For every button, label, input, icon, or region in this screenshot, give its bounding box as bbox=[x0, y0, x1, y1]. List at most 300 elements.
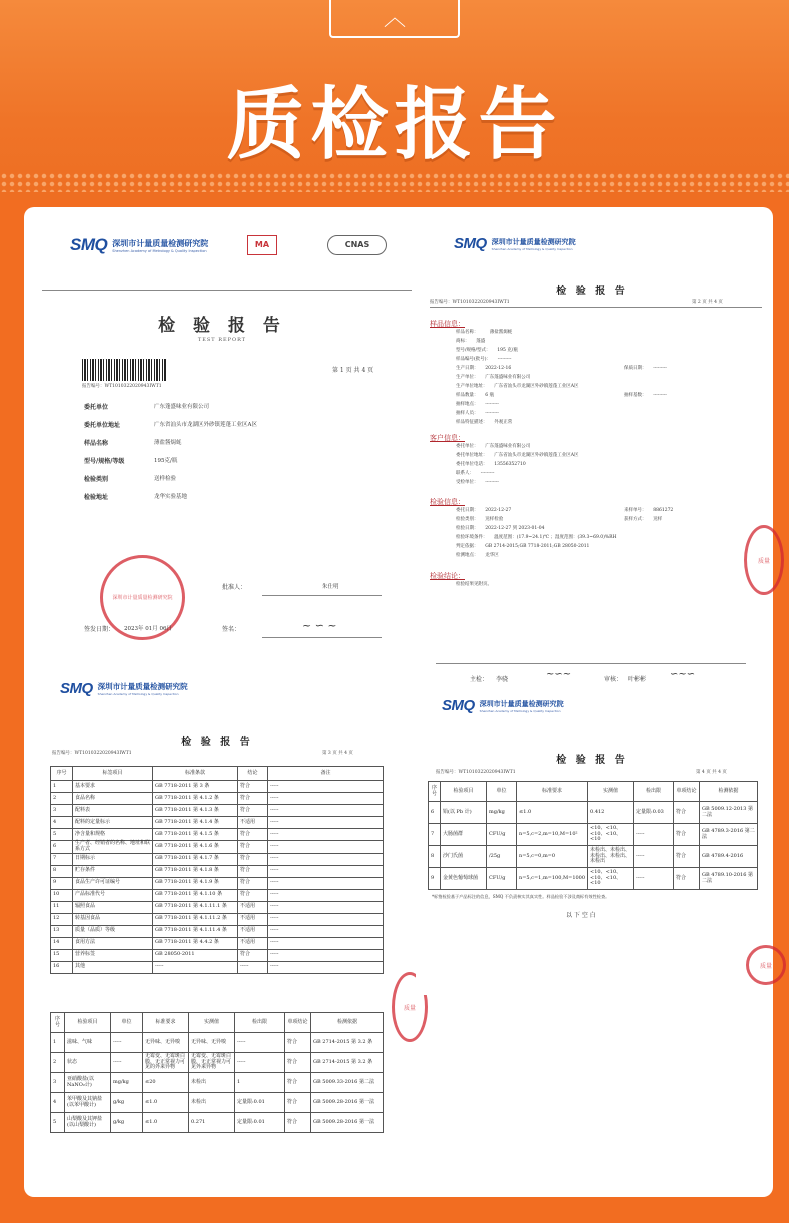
col-header: 备注 bbox=[268, 767, 384, 781]
table-cell: 质量（品质）等级 bbox=[73, 925, 153, 937]
table-cell: 山梨酸及其钾盐(以山梨酸计) bbox=[65, 1113, 111, 1133]
report-page-3 bbox=[32, 672, 416, 1192]
report-title: 检 验 报 告 bbox=[556, 286, 628, 297]
table-cell: 8 bbox=[429, 846, 441, 868]
table-cell: ----- bbox=[235, 1033, 285, 1053]
col-header: 检测依据 bbox=[700, 782, 758, 802]
table-cell: GB 7718-2011 第 3 条 bbox=[153, 781, 238, 793]
section-test: 检验信息： bbox=[430, 498, 465, 506]
table-cell: CFU/g bbox=[487, 824, 517, 846]
table-row bbox=[429, 802, 758, 824]
table-cell: 状态 bbox=[65, 1053, 111, 1073]
field-label: 样品名称 bbox=[84, 440, 109, 447]
table-row bbox=[51, 1113, 384, 1133]
institute-name: 深圳市计量质量检测研究院 bbox=[491, 237, 576, 246]
table-cell: 符合 bbox=[238, 829, 268, 841]
table-cell: 食用方法 bbox=[73, 937, 153, 949]
test-field: 检测地点： 龙华区 bbox=[456, 553, 499, 558]
sample-field: 商标： 蓬盛 bbox=[456, 339, 486, 344]
table-cell: 16 bbox=[51, 961, 73, 973]
table-cell: ----- bbox=[235, 1053, 285, 1073]
table-cell: 符合 bbox=[285, 1093, 311, 1113]
test-field: 检验环境条件： 温度范围：(17.9~24.1)℃ ；湿度范围：(39.3~69.0)%RH bbox=[456, 535, 617, 540]
table-cell: ----- bbox=[268, 793, 384, 805]
footnote: *标签检验基于产品标注的信息，SMQ 不负责核实其真实性。样品检验不涉及商标有效性检查。 bbox=[432, 894, 610, 899]
report-number: 报告编号：WT1010322020943IWT1 bbox=[430, 300, 510, 305]
table-cell: ----- bbox=[268, 937, 384, 949]
table-cell: ----- bbox=[634, 846, 674, 868]
table-cell: CFU/g bbox=[487, 868, 517, 890]
section-conclusion: 检验结论： bbox=[430, 572, 465, 580]
table-row bbox=[51, 1093, 384, 1113]
table-cell: ≤1.0 bbox=[143, 1093, 189, 1113]
table-cell: GB 2714-2015 第 3.2 条 bbox=[311, 1053, 384, 1073]
table-row bbox=[51, 841, 384, 854]
table-cell: 0.271 bbox=[189, 1113, 235, 1133]
institute-logo bbox=[70, 235, 208, 255]
col-header: 序号 bbox=[429, 782, 441, 802]
table-cell: 3 bbox=[51, 1073, 65, 1093]
approver-value: 朱仕明 bbox=[322, 584, 339, 590]
table-cell: 11 bbox=[51, 901, 73, 913]
table-cell: GB 7718-2011 第 4.1.3 条 bbox=[153, 805, 238, 817]
table-cell: 无霉变、无霉斑白膜，无正常视力可见外来异物 bbox=[189, 1053, 235, 1073]
col-header: 检出限 bbox=[235, 1013, 285, 1033]
test-table bbox=[50, 1012, 384, 1133]
sample-field: 生产单位地址： 广东省汕头市龙湖区外砂镇莲蓬工业区A区 bbox=[456, 384, 579, 389]
table-cell: 符合 bbox=[674, 802, 700, 824]
table-cell: GB 5009.33-2016 第二法 bbox=[311, 1073, 384, 1093]
table-row bbox=[51, 889, 384, 901]
sign-date-label: 签发日期： bbox=[84, 626, 115, 633]
client-field: 委托单位地址： 广东省汕头市龙湖区外砂镇莲蓬工业区A区 bbox=[456, 453, 579, 458]
sample-field: 抽样基数： --------- bbox=[624, 393, 667, 398]
table-cell: 符合 bbox=[238, 949, 268, 961]
client-field: 委托单位电话： 13556352710 bbox=[456, 462, 526, 467]
client-field: 联系人： --------- bbox=[456, 471, 495, 476]
table-cell: ----- bbox=[268, 901, 384, 913]
table-row bbox=[51, 853, 384, 865]
page-number: 第 2 页 共 4 页 bbox=[692, 300, 723, 305]
table-cell: ≤20 bbox=[143, 1073, 189, 1093]
table-cell: GB 7718-2011 第 4.1.11.2 条 bbox=[153, 913, 238, 925]
table-cell: GB 7718-2011 第 4.4.2 条 bbox=[153, 937, 238, 949]
table-cell: 无霉变、无霉斑白膜，无正常视力可见的外来异物 bbox=[143, 1053, 189, 1073]
table-cell: ----- bbox=[268, 817, 384, 829]
client-field: 受检单位： --------- bbox=[456, 480, 499, 485]
sign-date-value: 2023年 01月 06日 bbox=[124, 626, 172, 632]
table-cell: n=5,c=2,m=10,M=10² bbox=[517, 824, 588, 846]
dotted-divider bbox=[0, 172, 789, 192]
col-header: 检验项目 bbox=[65, 1013, 111, 1033]
table-cell: GB 7718-2011 第 4.1.2 条 bbox=[153, 793, 238, 805]
table-cell: 15 bbox=[51, 949, 73, 961]
table-cell: mg/kg bbox=[487, 802, 517, 824]
test-field: 判定依据： GB 2714-2015;GB 7718-2011;GB 28050-2011 bbox=[456, 544, 590, 549]
table-cell: 9 bbox=[429, 868, 441, 890]
test-table bbox=[428, 781, 758, 890]
table-cell: 符合 bbox=[238, 865, 268, 877]
table-cell: 符合 bbox=[674, 868, 700, 890]
table-row bbox=[51, 1073, 384, 1093]
report-number: 报告编号：WT1010322020943IWT1 bbox=[436, 770, 516, 775]
table-cell: GB 7718-2011 第 4.1.11.1 条 bbox=[153, 901, 238, 913]
table-cell: n=5,c=0,m=0 bbox=[517, 846, 588, 868]
table-cell: 符合 bbox=[285, 1113, 311, 1133]
side-seal-stamp: 质量 bbox=[744, 525, 784, 595]
page-number: 第 4 页 共 4 页 bbox=[696, 770, 727, 775]
table-cell: GB 5009.28-2016 第一法 bbox=[311, 1093, 384, 1113]
smq-logo: SMQ bbox=[60, 680, 93, 697]
col-header: 实测值 bbox=[588, 782, 634, 802]
table-cell: 1 bbox=[235, 1073, 285, 1093]
label-table bbox=[50, 766, 384, 974]
divider bbox=[430, 307, 762, 308]
col-header: 结论 bbox=[238, 767, 268, 781]
sample-field: 样品名称： 薄盐酱焗蚝 bbox=[456, 330, 513, 335]
table-cell: 符合 bbox=[285, 1073, 311, 1093]
side-seal-stamp: 质量 bbox=[746, 945, 786, 985]
table-cell: 亚硝酸盐(以NaNO₂计) bbox=[65, 1073, 111, 1093]
table-cell: 2 bbox=[51, 1053, 65, 1073]
institute-name-en: Shenzhen Academy of Metrology & Quality Inspection bbox=[479, 708, 561, 713]
table-cell: GB 7718-2011 第 4.1.6 条 bbox=[153, 841, 238, 854]
field-value: 龙华实验基地 bbox=[154, 494, 188, 500]
table-cell: GB 2714-2015 第 3.2 条 bbox=[311, 1033, 384, 1053]
table-cell: 符合 bbox=[674, 846, 700, 868]
side-seal-stamp: 质量 bbox=[392, 972, 428, 1042]
table-cell: 4 bbox=[51, 1093, 65, 1113]
table-cell: 金黄色葡萄球菌 bbox=[441, 868, 487, 890]
table-cell: 7 bbox=[51, 853, 73, 865]
table-cell: 3 bbox=[51, 805, 73, 817]
field-value: 薄盐酱焗蚝 bbox=[154, 440, 182, 446]
table-cell: 食品生产许可证编号 bbox=[73, 877, 153, 889]
table-cell: 6 bbox=[51, 841, 73, 854]
table-cell: GB 4789.3-2016 第二法 bbox=[700, 824, 758, 846]
reviewer-signature: ∽~∽ bbox=[670, 669, 696, 680]
institute-name: 深圳市计量质量检测研究院 bbox=[97, 682, 188, 691]
table-cell: GB 7718-2011 第 4.1.9 条 bbox=[153, 877, 238, 889]
table-row bbox=[51, 949, 384, 961]
col-header: 单位 bbox=[111, 1013, 143, 1033]
field-value: 广东省汕头市龙湖区外砂镇莲蓬工业区A区 bbox=[154, 422, 257, 428]
table-cell: ----- bbox=[634, 868, 674, 890]
table-cell: ----- bbox=[268, 865, 384, 877]
field-label: 委托单位地址 bbox=[84, 422, 121, 429]
table-cell: 基本要求 bbox=[73, 781, 153, 793]
table-cell: ----- bbox=[268, 805, 384, 817]
table-cell: 符合 bbox=[285, 1053, 311, 1073]
table-cell: 0.412 bbox=[588, 802, 634, 824]
table-cell: 大肠菌群 bbox=[441, 824, 487, 846]
table-cell: 8 bbox=[51, 865, 73, 877]
table-cell: 符合 bbox=[238, 889, 268, 901]
table-cell: ≤1.0 bbox=[517, 802, 588, 824]
table-cell: 7 bbox=[429, 824, 441, 846]
table-cell: ----- bbox=[153, 961, 238, 973]
report-page-4 bbox=[416, 695, 772, 995]
table-cell: 不适用 bbox=[238, 817, 268, 829]
section-sample: 样品信息： bbox=[430, 320, 465, 328]
table-cell: 辐照食品 bbox=[73, 901, 153, 913]
table-row bbox=[51, 1033, 384, 1053]
col-header: 单项结论 bbox=[285, 1013, 311, 1033]
institute-name-en: Shenzhen Academy of Metrology & Quality Inspection bbox=[97, 692, 179, 696]
table-cell: ----- bbox=[634, 824, 674, 846]
field-label: 检验地址 bbox=[84, 494, 109, 501]
table-cell: GB 7718-2011 第 4.1.4 条 bbox=[153, 817, 238, 829]
table-cell: 4 bbox=[51, 817, 73, 829]
table-cell: 食品名称 bbox=[73, 793, 153, 805]
table-cell: 无异味、无异嗅 bbox=[189, 1033, 235, 1053]
table-row bbox=[51, 817, 384, 829]
table-cell: ----- bbox=[268, 781, 384, 793]
table-cell: n=5,c=1,m=100,M=1000 bbox=[517, 868, 588, 890]
table-cell: 符合 bbox=[674, 824, 700, 846]
table-cell: 符合 bbox=[238, 841, 268, 854]
table-cell: 产品标准代号 bbox=[73, 889, 153, 901]
sample-field: 样品编号(批号)： --------- bbox=[456, 357, 512, 362]
signature-line bbox=[262, 637, 382, 638]
table-cell: 铅(以 Pb 计) bbox=[441, 802, 487, 824]
col-header: 标准要求 bbox=[517, 782, 588, 802]
table-cell: 6 bbox=[429, 802, 441, 824]
table-cell: GB 7718-2011 第 4.1.10 条 bbox=[153, 889, 238, 901]
field-value: 广东蓬盛味业有限公司 bbox=[154, 404, 210, 410]
reviewer-name: 叶彬彬 bbox=[628, 676, 647, 683]
signature-line bbox=[262, 595, 382, 596]
table-row bbox=[51, 793, 384, 805]
col-header: 序号 bbox=[51, 767, 73, 781]
table-cell: 定量限:0.03 bbox=[634, 802, 674, 824]
sample-field: 抽样地点： --------- bbox=[456, 402, 499, 407]
table-cell: 日期标示 bbox=[73, 853, 153, 865]
institute-name-en: Shenzhen Academy of Metrology & Quality Inspection bbox=[112, 248, 207, 253]
sample-field: 样品数量： 6 瓶 bbox=[456, 393, 495, 398]
table-cell: 配料的定量标示 bbox=[73, 817, 153, 829]
table-cell: GB 7718-2011 第 4.1.7 条 bbox=[153, 853, 238, 865]
table-cell: 未检出 bbox=[189, 1073, 235, 1093]
table-cell: ≤1.0 bbox=[143, 1113, 189, 1133]
institute-name: 深圳市计量质量检测研究院 bbox=[112, 238, 209, 248]
table-row bbox=[51, 1053, 384, 1073]
table-row bbox=[429, 846, 758, 868]
table-cell: 滋味、气味 bbox=[65, 1033, 111, 1053]
table-row bbox=[51, 901, 384, 913]
report-number: 报告编号：WT1010322020943IWT1 bbox=[82, 384, 162, 389]
table-cell: 不适用 bbox=[238, 925, 268, 937]
table-cell: /25g bbox=[487, 846, 517, 868]
table-cell: 符合 bbox=[238, 853, 268, 865]
sample-field: 生产单位： 广东蓬盛味业有限公司 bbox=[456, 375, 531, 380]
cnas-logo-icon: CNAS bbox=[327, 235, 387, 255]
table-cell: mg/kg bbox=[111, 1073, 143, 1093]
report-page-1 bbox=[32, 215, 412, 670]
sample-field: 保质日期： --------- bbox=[624, 366, 667, 371]
test-field: 检验类别： 送样检验 bbox=[456, 517, 504, 522]
institute-logo bbox=[442, 697, 564, 714]
table-cell: ----- bbox=[268, 853, 384, 865]
table-cell: ----- bbox=[268, 829, 384, 841]
table-row bbox=[51, 925, 384, 937]
test-field: 委托日期： 2022-12-27 bbox=[456, 508, 512, 513]
table-cell: GB 7718-2011 第 4.1.8 条 bbox=[153, 865, 238, 877]
table-cell: ----- bbox=[111, 1033, 143, 1053]
inspector-name: 李骁 bbox=[496, 676, 509, 683]
test-field: 来样单号： 8861272 bbox=[624, 508, 674, 513]
chevron-up-icon[interactable]: ︿ bbox=[383, 6, 406, 31]
sample-field: 生产日期： 2022-12-16 bbox=[456, 366, 512, 371]
table-cell: ----- bbox=[238, 961, 268, 973]
table-cell: 沙门氏菌 bbox=[441, 846, 487, 868]
field-value: 195克/瓶 bbox=[154, 458, 178, 464]
sample-field: 样品特征描述： 外观正常 bbox=[456, 420, 513, 425]
table-cell: GB 7718-2011 第 4.1.5 条 bbox=[153, 829, 238, 841]
report-number: 报告编号：WT1010322020943IWT1 bbox=[52, 751, 132, 756]
end-marker: 以 下 空 白 bbox=[566, 912, 596, 919]
section-client: 客户信息： bbox=[430, 434, 465, 442]
col-header: 标准要求 bbox=[143, 1013, 189, 1033]
table-cell: 其他 bbox=[73, 961, 153, 973]
smq-logo: SMQ bbox=[442, 697, 475, 714]
report-subtitle: TEST REPORT bbox=[197, 337, 247, 343]
test-field: 获样方式： 送样 bbox=[624, 517, 663, 522]
table-row bbox=[51, 829, 384, 841]
col-header: 标签项目 bbox=[73, 767, 153, 781]
table-row bbox=[51, 877, 384, 889]
client-field: 委托单位： 广东蓬盛味业有限公司 bbox=[456, 444, 531, 449]
table-row bbox=[429, 824, 758, 846]
table-cell: GB 4789.10-2016 第二法 bbox=[700, 868, 758, 890]
report-title: 检 验 报 告 bbox=[181, 737, 253, 748]
table-cell: 5 bbox=[51, 1113, 65, 1133]
col-header: 检测依据 bbox=[311, 1013, 384, 1033]
field-label: 检验类别 bbox=[84, 476, 109, 483]
table-cell: 5 bbox=[51, 829, 73, 841]
divider bbox=[42, 290, 412, 291]
table-cell: 13 bbox=[51, 925, 73, 937]
table-cell: ----- bbox=[111, 1053, 143, 1073]
table-cell: 不适用 bbox=[238, 901, 268, 913]
table-cell: ----- bbox=[268, 841, 384, 854]
page-title: 质检报告 bbox=[226, 80, 563, 170]
table-cell: 符合 bbox=[238, 877, 268, 889]
sample-field: 抽样人员： --------- bbox=[456, 411, 499, 416]
page-number: 第 1 页 共 4 页 bbox=[332, 367, 374, 374]
table-cell: 苯甲酸及其钠盐(以苯甲酸计) bbox=[65, 1093, 111, 1113]
table-cell: ----- bbox=[268, 913, 384, 925]
table-cell: ----- bbox=[268, 877, 384, 889]
table-cell: 符合 bbox=[285, 1033, 311, 1053]
table-cell: 净含量和规格 bbox=[73, 829, 153, 841]
reviewer-label: 审核： bbox=[604, 676, 623, 683]
table-cell: 生产者、经销者的名称、地址和联系方式 bbox=[73, 841, 153, 854]
table-cell: <10、<10、<10、<10、<10 bbox=[588, 824, 634, 846]
table-cell: ----- bbox=[268, 961, 384, 973]
sample-field: 型号/规格/型式： 195 克/瓶 bbox=[456, 348, 518, 353]
inspector-signature: ~∽~ bbox=[546, 669, 572, 680]
table-cell: 配料表 bbox=[73, 805, 153, 817]
red-seal-stamp: 深圳市计量质量检测研究院 bbox=[100, 555, 185, 640]
signature: ~ ∽ ~ bbox=[302, 619, 337, 632]
table-row bbox=[51, 937, 384, 949]
table-cell: 定量限:0.01 bbox=[235, 1093, 285, 1113]
col-header: 单项结论 bbox=[674, 782, 700, 802]
table-cell: <10、<10、<10、<10、<10 bbox=[588, 868, 634, 890]
table-cell: 符合 bbox=[238, 781, 268, 793]
field-label: 型号/规格/等级 bbox=[84, 458, 125, 465]
table-cell: 不适用 bbox=[238, 913, 268, 925]
smq-logo: SMQ bbox=[454, 235, 487, 252]
test-field: 检验日期： 2022-12-27 到 2023-01-04 bbox=[456, 526, 545, 531]
table-cell: 转基因食品 bbox=[73, 913, 153, 925]
table-cell: 符合 bbox=[238, 793, 268, 805]
table-cell: ----- bbox=[268, 889, 384, 901]
table-cell: GB 4789.4-2016 bbox=[700, 846, 758, 868]
col-header: 单位 bbox=[487, 782, 517, 802]
approver-label: 批准人： bbox=[222, 584, 247, 591]
table-row bbox=[51, 805, 384, 817]
table-cell: GB 7718-2011 第 4.1.11.4 条 bbox=[153, 925, 238, 937]
table-cell: 贮存条件 bbox=[73, 865, 153, 877]
table-row bbox=[51, 961, 384, 973]
report-title: 检 验 报 告 bbox=[556, 755, 628, 766]
inspector-label: 主检： bbox=[470, 676, 489, 683]
table-cell: GB 5009.28-2016 第一法 bbox=[311, 1113, 384, 1133]
table-cell: 定量限:0.01 bbox=[235, 1113, 285, 1133]
table-cell: 未检出 bbox=[189, 1093, 235, 1113]
table-cell: 营养标签 bbox=[73, 949, 153, 961]
table-cell: 未检出、未检出、未检出、未检出、未检出 bbox=[588, 846, 634, 868]
field-label: 委托单位 bbox=[84, 404, 109, 411]
divider bbox=[436, 663, 746, 664]
cma-logo-icon: MA bbox=[247, 235, 277, 255]
col-header: 标准条款 bbox=[153, 767, 238, 781]
table-row bbox=[51, 865, 384, 877]
report-title: 检 验 报 告 bbox=[158, 316, 286, 336]
report-page-2 bbox=[416, 225, 768, 695]
col-header: 序号 bbox=[51, 1013, 65, 1033]
table-cell: 10 bbox=[51, 889, 73, 901]
table-cell: 9 bbox=[51, 877, 73, 889]
table-cell: GB 5009.12-2013 第二法 bbox=[700, 802, 758, 824]
institute-logo bbox=[60, 680, 188, 697]
table-cell: 不适用 bbox=[238, 937, 268, 949]
table-cell: 2 bbox=[51, 793, 73, 805]
col-header: 检验项目 bbox=[441, 782, 487, 802]
table-cell: 符合 bbox=[238, 805, 268, 817]
field-value: 送样检验 bbox=[154, 476, 177, 482]
smq-logo: SMQ bbox=[70, 235, 108, 254]
table-cell: 1 bbox=[51, 781, 73, 793]
conclusion-text: 检验结果见附页。 bbox=[456, 582, 492, 587]
table-row bbox=[51, 913, 384, 925]
table-cell: ----- bbox=[268, 925, 384, 937]
table-cell: 1 bbox=[51, 1033, 65, 1053]
table-cell: g/kg bbox=[111, 1113, 143, 1133]
col-header: 实测值 bbox=[189, 1013, 235, 1033]
table-cell: GB 28050-2011 bbox=[153, 949, 238, 961]
table-cell: ----- bbox=[268, 949, 384, 961]
table-cell: 14 bbox=[51, 937, 73, 949]
institute-logo bbox=[454, 235, 576, 252]
table-cell: g/kg bbox=[111, 1093, 143, 1113]
table-row bbox=[51, 781, 384, 793]
institute-name: 深圳市计量质量检测研究院 bbox=[479, 699, 564, 708]
table-row bbox=[429, 868, 758, 890]
institute-name-en: Shenzhen Academy of Metrology & Quality Inspection bbox=[491, 246, 573, 251]
